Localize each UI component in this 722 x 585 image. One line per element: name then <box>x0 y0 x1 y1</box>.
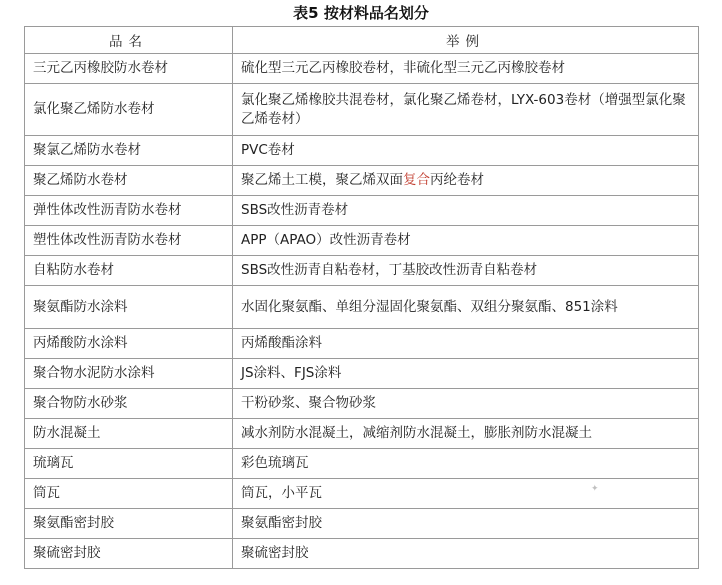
material-name-cell: 丙烯酸防水涂料 <box>25 329 233 359</box>
material-name-cell: 自粘防水卷材 <box>25 256 233 286</box>
example-text-after: 丙纶卷材 <box>430 172 484 188</box>
material-name-cell: 聚氨酯防水涂料 <box>25 286 233 329</box>
material-example-cell: SBS改性沥青自粘卷材，丁基胶改性沥青自粘卷材 <box>233 256 699 286</box>
material-example-cell: 氯化聚乙烯橡胶共混卷材，氯化聚乙烯卷材，LYX-603卷材（增强型氯化聚乙烯卷材） <box>233 84 699 136</box>
material-name-cell: 聚合物防水砂浆 <box>25 389 233 419</box>
table-header-row <box>25 27 699 54</box>
table-row <box>25 256 699 286</box>
material-name-cell: 弹性体改性沥青防水卷材 <box>25 196 233 226</box>
material-example-cell: 丙烯酸酯涂料 <box>233 329 699 359</box>
example-text-before: 聚乙烯土工模，聚乙烯双面 <box>241 172 403 188</box>
table-row <box>25 286 699 329</box>
material-name-cell: 氯化聚乙烯防水卷材 <box>25 84 233 136</box>
table-row <box>25 84 699 136</box>
table-row <box>25 449 699 479</box>
table-row <box>25 389 699 419</box>
table-row <box>25 509 699 539</box>
material-example-cell <box>233 166 699 196</box>
material-name-cell: 琉璃瓦 <box>25 449 233 479</box>
column-header-name: 品名 <box>25 27 233 54</box>
table-row <box>25 419 699 449</box>
table-row <box>25 166 699 196</box>
material-name-cell: 三元乙丙橡胶防水卷材 <box>25 54 233 84</box>
material-example-cell: 筒瓦，小平瓦 <box>233 479 699 509</box>
material-name-cell: 聚氨酯密封胶 <box>25 509 233 539</box>
column-header-example: 举例 <box>233 27 699 54</box>
table-row <box>25 196 699 226</box>
material-name-cell: 聚乙烯防水卷材 <box>25 166 233 196</box>
material-example-cell: SBS改性沥青卷材 <box>233 196 699 226</box>
material-example-cell: APP（APAO）改性沥青卷材 <box>233 226 699 256</box>
material-example-cell: 聚硫密封胶 <box>233 539 699 569</box>
material-example-cell: PVC卷材 <box>233 136 699 166</box>
material-example-cell: JS涂料、FJS涂料 <box>233 359 699 389</box>
material-name-cell: 聚硫密封胶 <box>25 539 233 569</box>
table-title: 表5 按材料品名划分 <box>293 4 429 22</box>
material-example-cell: 水固化聚氨酯、单组分湿固化聚氨酯、双组分聚氨酯、851涂料 <box>233 286 699 329</box>
material-example-cell: 聚氨酯密封胶 <box>233 509 699 539</box>
table-row <box>25 226 699 256</box>
table-row <box>25 136 699 166</box>
material-example-cell: 彩色琉璃瓦 <box>233 449 699 479</box>
material-example-cell: 减水剂防水混凝土，减缩剂防水混凝土，膨胀剂防水混凝土 <box>233 419 699 449</box>
material-name-cell: 聚合物水泥防水涂料 <box>25 359 233 389</box>
table-row <box>25 359 699 389</box>
material-name-cell: 防水混凝土 <box>25 419 233 449</box>
material-name-cell: 塑性体改性沥青防水卷材 <box>25 226 233 256</box>
table-row <box>25 54 699 84</box>
material-name-cell: 筒瓦 <box>25 479 233 509</box>
example-text-highlight: 复合 <box>403 172 430 188</box>
material-example-cell: 硫化型三元乙丙橡胶卷材，非硫化型三元乙丙橡胶卷材 <box>233 54 699 84</box>
table-row <box>25 539 699 569</box>
material-name-cell: 聚氯乙烯防水卷材 <box>25 136 233 166</box>
table-row <box>25 329 699 359</box>
material-example-cell: 干粉砂浆、聚合物砂浆 <box>233 389 699 419</box>
sparkle-icon: ✦ <box>591 484 599 494</box>
